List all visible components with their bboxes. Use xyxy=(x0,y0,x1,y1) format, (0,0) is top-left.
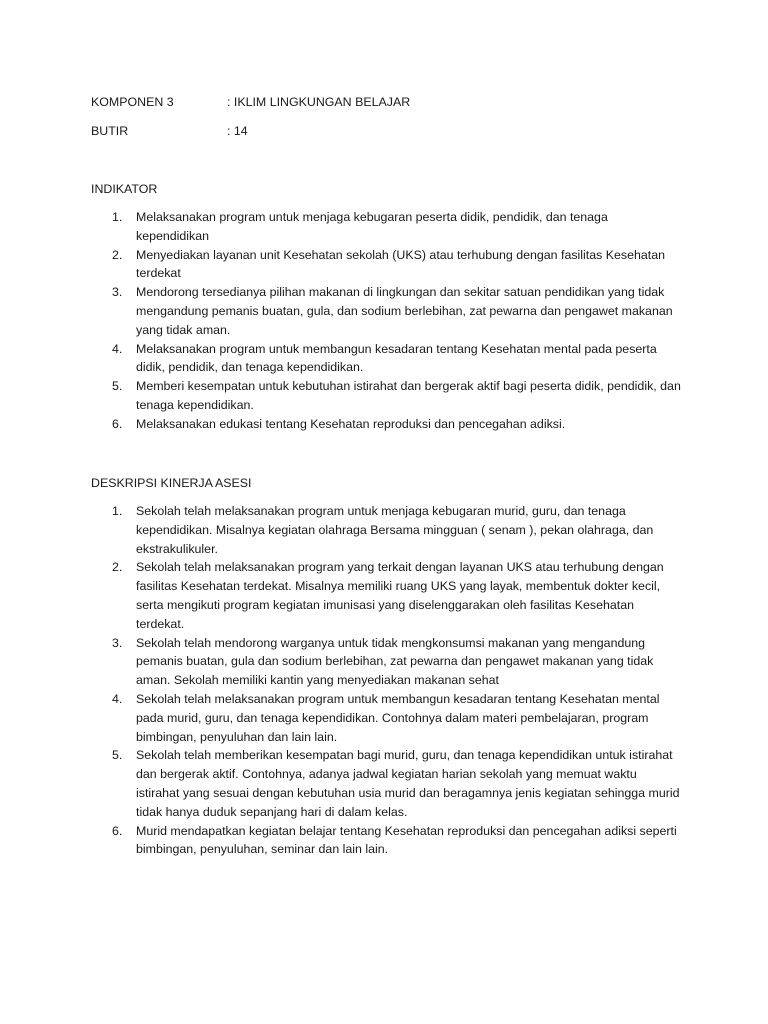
indikator-item-number: 5. xyxy=(112,379,123,394)
indikator-item-text: Memberi kesempatan untuk kebutuhan istirahat dan bergerak aktif bagi peserta didik, pendidik, dan tenaga kependidikan. xyxy=(136,379,681,412)
komponen-row xyxy=(91,93,691,111)
indikator-item-number: 6. xyxy=(112,416,123,431)
deskripsi-item xyxy=(91,634,681,690)
indikator-item-text: Mendorong tersedianya pilihan makanan di lingkungan dan sekitar satuan pendidikan yang tidak mengandung pemanis buatan, gula, dan sodium berlebihan, zat pewarna dan pengawet makanan yang tidak aman. xyxy=(136,285,673,337)
deskripsi-item xyxy=(91,558,681,633)
deskripsi-item-text: Sekolah telah memberikan kesempatan bagi murid, guru, dan tenaga kependidikan untuk istirahat dan bergerak aktif. Contohnya, adanya jadwal kegiatan harian sekolah yang memuat waktu istirahat yang sesuai dengan kebutuhan usia murid dan beragamnya jenis kegiatan sehingga murid tidak hanya duduk sepanjang hari di dalam kelas. xyxy=(136,748,680,819)
deskripsi-item-text: Murid mendapatkan kegiatan belajar tentang Kesehatan reproduksi dan pencegahan adiksi seperti bimbingan, penyuluhan, seminar dan lain lain. xyxy=(136,823,677,857)
indikator-item xyxy=(91,208,681,246)
deskripsi-item-number: 5. xyxy=(112,748,123,763)
butir-row xyxy=(91,122,691,140)
deskripsi-item-number: 3. xyxy=(112,635,123,650)
indikator-item-number: 4. xyxy=(112,341,123,356)
indikator-item xyxy=(91,246,681,284)
indikator-item xyxy=(91,415,681,434)
indikator-item xyxy=(91,283,681,339)
deskripsi-item xyxy=(91,822,681,860)
deskripsi-item xyxy=(91,690,681,746)
indikator-item-text: Melaksanakan program untuk membangun kesadaran tentang Kesehatan mental pada peserta didik, pendidik, dan tenaga kependidikan. xyxy=(136,341,657,375)
komponen-value: : IKLIM LINGKUNGAN BELAJAR xyxy=(227,95,411,109)
indikator-item xyxy=(91,377,681,415)
komponen-label: KOMPONEN 3 xyxy=(91,95,174,109)
indikator-list xyxy=(91,208,681,434)
deskripsi-item-text: Sekolah telah melaksanakan program yang terkait dengan layanan UKS atau terhubung dengan fasilitas Kesehatan terdekat. Misalnya memiliki ruang UKS yang layak, membentuk dokter kecil, serta mengikuti program kegiatan imunisasi yang diselenggarakan oleh fasilitas Kesehatan terdekat. xyxy=(136,560,664,631)
deskripsi-heading: DESKRIPSI KINERJA ASESI xyxy=(91,476,252,490)
indikator-item-number: 3. xyxy=(112,285,123,300)
indikator-item-text: Menyediakan layanan unit Kesehatan sekolah (UKS) atau terhubung dengan fasilitas Kesehatan terdekat xyxy=(136,247,666,281)
deskripsi-item xyxy=(91,746,681,821)
deskripsi-list xyxy=(91,502,681,859)
deskripsi-item-number: 2. xyxy=(112,560,123,575)
indikator-item-text: Melaksanakan edukasi tentang Kesehatan reproduksi dan pencegahan adiksi. xyxy=(136,416,566,431)
butir-label: BUTIR xyxy=(91,124,129,138)
deskripsi-item-text: Sekolah telah melaksanakan program untuk menjaga kebugaran murid, guru, dan tenaga kependidikan. Misalnya kegiatan olahraga Bersama mingguan ( senam ), pekan olahraga, dan ekstrakulikuler. xyxy=(136,504,654,556)
indikator-heading: INDIKATOR xyxy=(91,182,158,196)
deskripsi-item-number: 4. xyxy=(112,691,123,706)
indikator-item-number: 1. xyxy=(112,210,123,224)
deskripsi-item xyxy=(91,502,681,558)
deskripsi-item-text: Sekolah telah mendorong warganya untuk tidak mengkonsumsi makanan yang mengandung pemanis buatan, gula dan sodium berlebihan, zat pewarna dan pengawet makanan yang tidak aman. Sekolah memiliki kantin yang menyediakan makanan sehat xyxy=(136,635,654,688)
deskripsi-item-number: 6. xyxy=(112,823,123,838)
deskripsi-item-text: Sekolah telah melaksanakan program untuk membangun kesadaran tentang Kesehatan mental pada murid, guru, dan tenaga kependidikan. Contohnya dalam materi pembelajaran, program bimbingan, penyuluhan dan lain lain. xyxy=(136,691,660,744)
indikator-item-text: Melaksanakan program untuk menjaga kebugaran peserta didik, pendidik, dan tenaga kependidikan xyxy=(136,210,608,243)
butir-value: : 14 xyxy=(227,124,248,138)
deskripsi-item-number: 1. xyxy=(112,504,123,518)
indikator-item-number: 2. xyxy=(112,247,123,262)
indikator-item xyxy=(91,340,681,378)
